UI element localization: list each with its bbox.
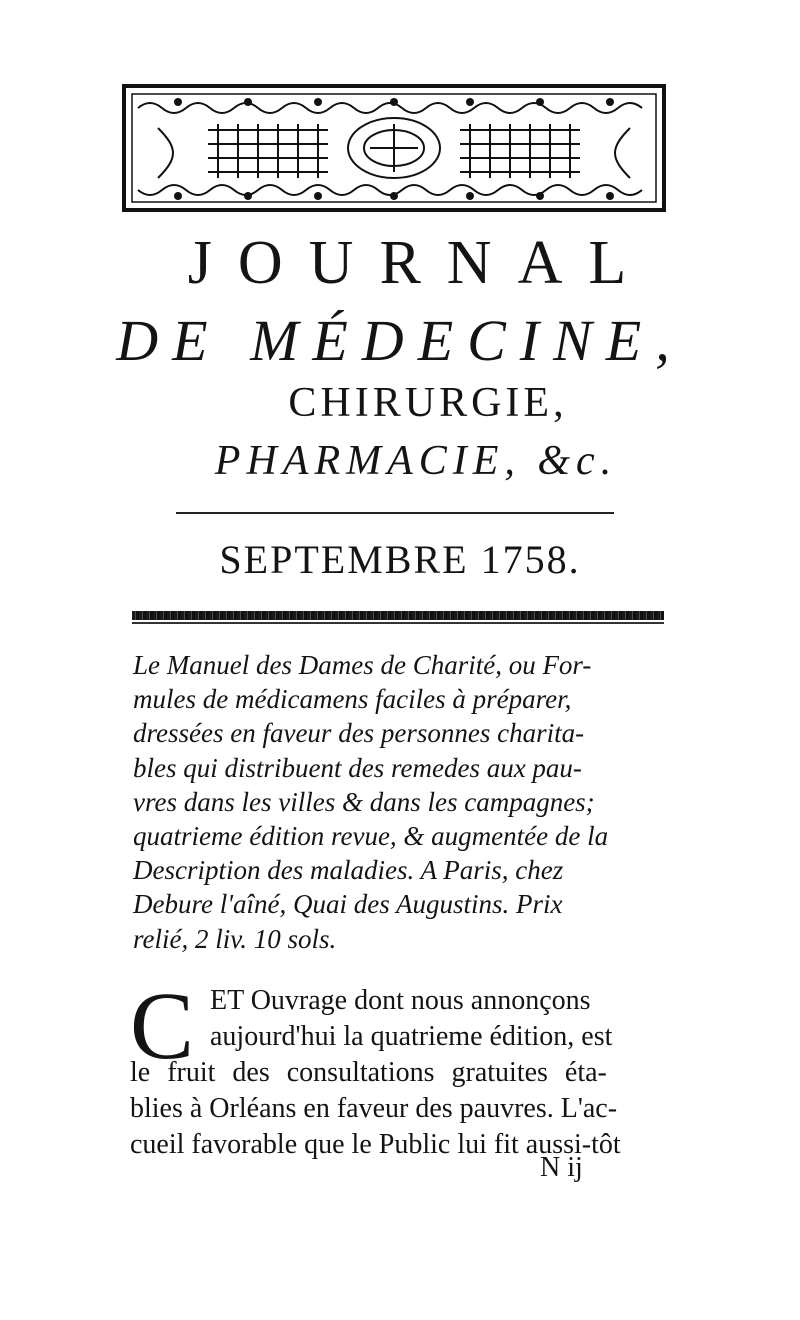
decorative-headpiece: [118, 78, 670, 218]
journal-subtitle-medecine: DE MÉDECINE,: [116, 308, 684, 373]
notice-line: dressées en faveur des personnes charita-: [133, 718, 585, 749]
journal-subtitle-pharmacie: PHARMACIE, &c.: [214, 438, 618, 484]
article-line: le fruit des consultations gratuites éta-: [130, 1057, 607, 1088]
thin-divider: [176, 512, 614, 514]
thick-divider-underline: [132, 622, 664, 624]
notice-line: Debure l'aîné, Quai des Augustins. Prix: [133, 889, 563, 920]
article-line: aujourd'hui la quatrieme édition, est: [210, 1021, 613, 1052]
notice-line: Le Manuel des Dames de Charité, ou For-: [133, 650, 592, 680]
notice-line: quatrieme édition revue, & augmentée de la: [133, 821, 609, 852]
thick-divider: [132, 611, 664, 620]
article-line: cueil favorable que le Public lui fit aussi-tôt: [130, 1129, 621, 1160]
article-line: blies à Orléans en faveur des pauvres. L'ac-: [130, 1093, 618, 1124]
notice-line: Description des maladies. A Paris, chez: [133, 855, 564, 886]
journal-subtitle-chirurgie: CHIRURGIE,: [288, 380, 568, 426]
journal-title: JOURNAL: [187, 229, 653, 297]
drop-cap: C: [130, 972, 195, 1079]
notice-line: bles qui distribuent des remedes aux pau-: [133, 752, 582, 783]
notice-line: relié, 2 liv. 10 sols.: [133, 923, 337, 954]
book-notice: [133, 648, 678, 956]
issue-date: SEPTEMBRE 1758.: [219, 537, 581, 582]
notice-line: vres dans les villes & dans les campagnes;: [133, 786, 595, 817]
signature-mark: N ij: [540, 1152, 583, 1183]
notice-line: mules de médicamens faciles à préparer,: [133, 684, 572, 715]
article-line: ET Ouvrage dont nous annonçons: [210, 985, 591, 1016]
